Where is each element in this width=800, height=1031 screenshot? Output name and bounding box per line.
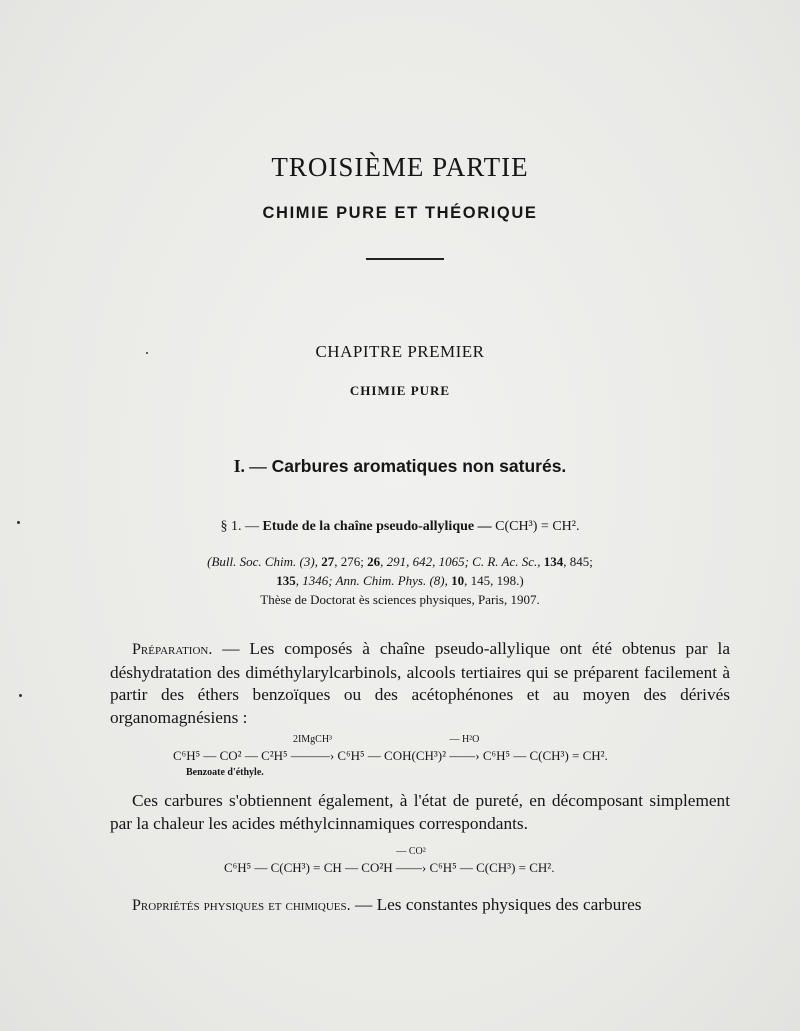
reaction-formula-2 <box>224 846 555 876</box>
reference-volume: 134 <box>543 554 564 569</box>
run-in-heading: Préparation. <box>132 641 213 658</box>
reactant: C⁶H⁵ — CO² — C²H⁵ <box>173 748 288 763</box>
body-paragraph-decomposition <box>110 790 730 835</box>
reactant: C⁶H⁵ — C(CH³) = CH — CO²H <box>224 860 393 875</box>
chapter-title: CHAPITRE PREMIER <box>315 342 485 361</box>
reference-line <box>0 571 800 590</box>
reference-volume: 10 <box>451 573 465 588</box>
references <box>0 552 800 609</box>
reagent-label: — CO² <box>396 846 426 857</box>
part-title: TROISIÈME PARTIE <box>271 152 529 182</box>
reactant-name: Benzoate d'éthyle. <box>186 767 264 778</box>
reagent-label: — H²O <box>449 734 480 745</box>
reference-text: , 291, 642, 1065; C. R. Ac. Sc., <box>380 554 544 569</box>
reference-volume: 135 <box>276 573 296 588</box>
paragraph-number: § 1. — <box>220 519 260 534</box>
print-speck <box>19 694 22 697</box>
run-in-heading: Propriétés physiques et chimiques. <box>132 897 351 914</box>
body-paragraph-properties <box>110 894 730 918</box>
divider-rule <box>366 258 444 260</box>
thesis-line: Thèse de Doctorat ès sciences physiques, Paris, 1907. <box>260 592 540 607</box>
paragraph-formula: C(CH³) = CH². <box>495 519 580 534</box>
paragraph-text: — Les constantes physiques des carbures <box>350 895 642 914</box>
reference-line <box>0 552 800 571</box>
reagent-label: 2IMgCH³ <box>292 734 333 745</box>
print-speck <box>146 352 148 354</box>
reference-text: , 276; <box>334 554 368 569</box>
reaction-arrow: — CO² ——› <box>395 846 427 875</box>
reference-text: (Bull. Soc. Chim. (3), <box>207 554 322 569</box>
reaction-arrow: — H²O ——› <box>449 734 480 763</box>
chapter-subtitle: CHIMIE PURE <box>349 383 451 398</box>
intermediate: C⁶H⁵ — COH(CH³)² <box>337 748 447 763</box>
paragraph-text: — Les composés à chaîne pseudo-allylique ont été obtenus par la déshydratation des diméthylarylcarbinols, alcools tertiaires qui se préparent facilement à partir des éthers benzoïques ou des acétophénones et au moyen des dérivés organomagnésiens : <box>110 639 730 727</box>
reference-volume: 27 <box>321 554 335 569</box>
section-title: Carbures aromatiques non saturés. <box>271 456 567 476</box>
reaction-arrow: 2IMgCH³ ———› <box>290 734 335 763</box>
print-speck <box>17 521 20 524</box>
product: C⁶H⁵ — C(CH³) = CH². <box>429 860 555 875</box>
reference-volume: 26 <box>367 554 381 569</box>
part-subtitle: CHIMIE PURE ET THÉORIQUE <box>262 204 538 222</box>
section-number: I. — <box>233 456 267 476</box>
reference-text: , 145, 198.) <box>464 573 524 588</box>
reference-text: , 845; <box>563 554 593 569</box>
paragraph-title: Etude de la chaîne pseudo-allylique — <box>262 519 492 534</box>
product: C⁶H⁵ — C(CH³) = CH². <box>482 748 608 763</box>
body-paragraph-preparation <box>110 638 730 729</box>
paragraph-heading <box>0 519 800 535</box>
reference-text: , 1346; Ann. Chim. Phys. (8), <box>295 573 452 588</box>
paragraph-text: Ces carbures s'obtiennent également, à l'état de pureté, en décomposant simplement par la chaleur les acides méthylcinnamiques correspondants. <box>110 791 730 833</box>
section-heading <box>0 456 800 477</box>
reaction-formula-1 <box>173 734 608 764</box>
